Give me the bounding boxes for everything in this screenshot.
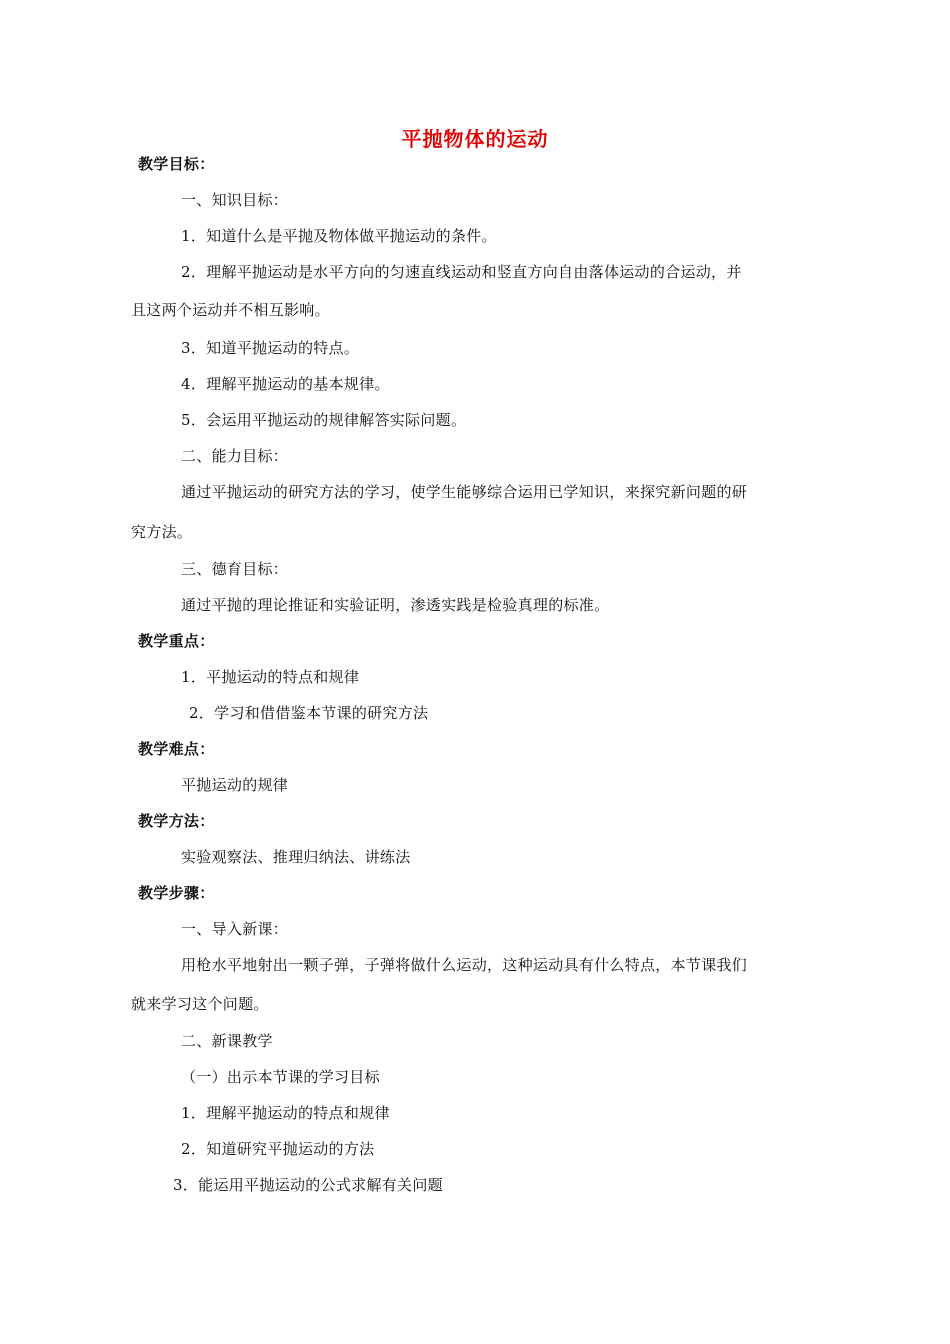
subheading-knowledge-objectives: 一、知识目标：	[181, 191, 289, 209]
learning-goal-3: 3．能运用平抛运动的公式求解有关问题	[173, 1176, 443, 1194]
knowledge-item-3: 3．知道平抛运动的特点。	[181, 339, 360, 357]
section-heading-difficulties: 教学难点：	[138, 740, 215, 758]
subheading-ability-objectives: 二、能力目标：	[181, 447, 289, 465]
document-title: 平抛物体的运动	[401, 127, 549, 151]
new-lesson-subsection: （一）出示本节课的学习目标	[181, 1068, 380, 1086]
section-heading-steps: 教学步骤：	[138, 884, 215, 902]
difficulty-text: 平抛运动的规律	[181, 776, 289, 794]
step-introduction: 一、导入新课：	[181, 920, 289, 938]
ability-objective-text-continued: 究方法。	[131, 523, 193, 541]
section-heading-key-points: 教学重点：	[138, 632, 215, 650]
key-point-2: 2．学习和借借鉴本节课的研究方法	[189, 704, 429, 722]
introduction-text-continued: 就来学习这个问题。	[131, 995, 269, 1013]
moral-objective-text: 通过平抛的理论推证和实验证明，渗透实践是检验真理的标准。	[181, 596, 610, 614]
learning-goal-2: 2．知道研究平抛运动的方法	[181, 1140, 375, 1158]
ability-objective-text: 通过平抛运动的研究方法的学习，使学生能够综合运用已学知识，来探究新问题的研	[181, 483, 748, 501]
step-new-lesson: 二、新课教学	[181, 1032, 273, 1050]
subheading-moral-objectives: 三、德育目标：	[181, 560, 289, 578]
knowledge-item-1: 1．知道什么是平抛及物体做平抛运动的条件。	[181, 227, 497, 245]
section-heading-objectives: 教学目标：	[138, 155, 215, 173]
knowledge-item-2-continued: 且这两个运动并不相互影响。	[131, 301, 330, 319]
knowledge-item-4: 4．理解平抛运动的基本规律。	[181, 375, 390, 393]
knowledge-item-2: 2．理解平抛运动是水平方向的匀速直线运动和竖直方向自由落体运动的合运动，并	[181, 263, 742, 281]
section-heading-methods: 教学方法：	[138, 812, 215, 830]
introduction-text: 用枪水平地射出一颗子弹，子弹将做什么运动，这种运动具有什么特点，本节课我们	[181, 956, 748, 974]
learning-goal-1: 1．理解平抛运动的特点和规律	[181, 1104, 390, 1122]
key-point-1: 1．平抛运动的特点和规律	[181, 668, 360, 686]
methods-text: 实验观察法、推理归纳法、讲练法	[181, 848, 411, 866]
knowledge-item-5: 5．会运用平抛运动的规律解答实际问题。	[181, 411, 467, 429]
